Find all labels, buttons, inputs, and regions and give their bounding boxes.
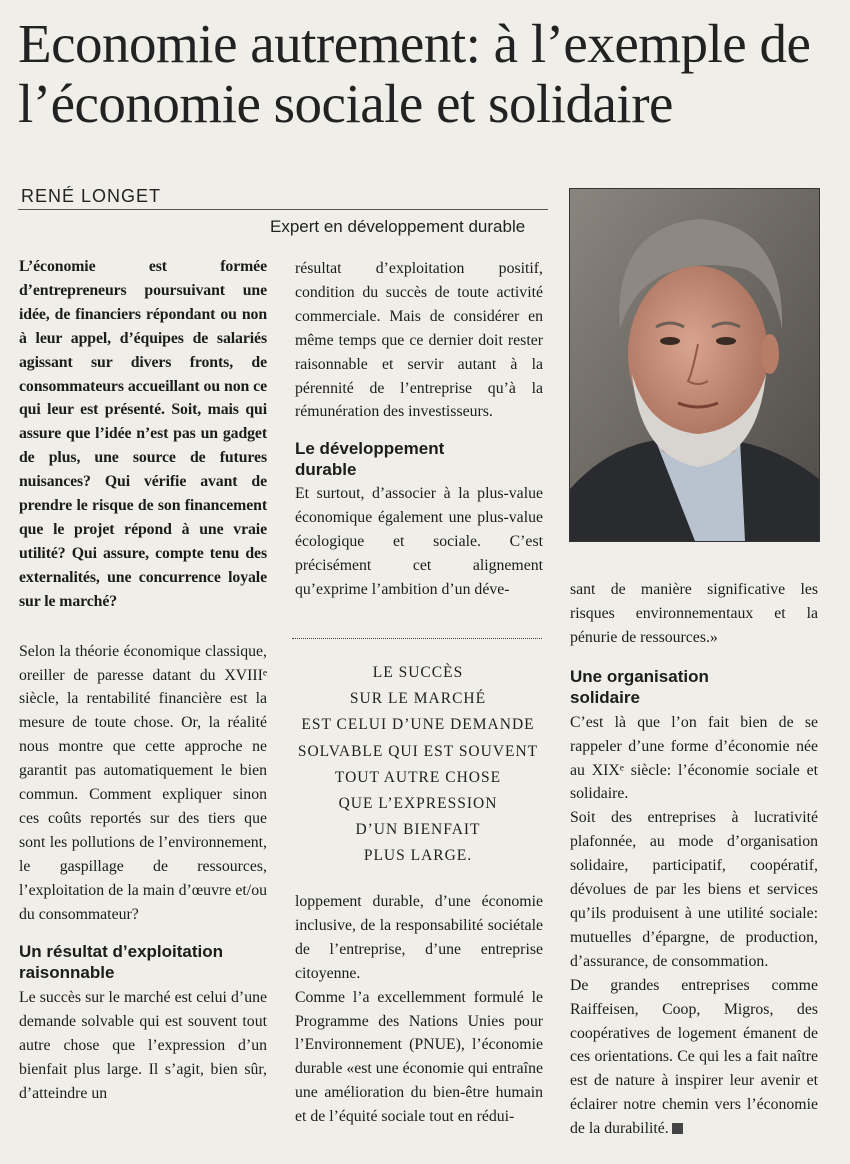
lead-paragraph: L’économie est formée d’entrepreneurs poursuivant une idée, de financiers répondant ou non à leur appel, d’équipes de salariés agissant sur divers fronts, de consommateurs accueillant ou non ce qui leur est présenté. Soit, mais qui assure que l’idée n’est pas un gadget de plus, une source de futures nuisances? Qui vérifie avant de prendre le risque de son financement que le projet répond à une vraie utilité? Qui assure, compte tenu des externalités, une concurrence loyale sur le marché? (19, 258, 267, 610)
pull-quote-line: EST CELUI D’UNE DEMANDE (301, 716, 535, 734)
author-name: RENÉ LONGET (21, 186, 162, 206)
section-heading: Un résultat d’exploitation raisonnable (19, 942, 224, 983)
final-text: De grandes entreprises comme Raiffeisen, Coop, Migros, des coopératives de logement émanent de ces orientations. Ce qui les a fait naître est de nature à inspirer leur avenir et éclairer notre chemin vers l’économie de la durabilité. (570, 976, 818, 1138)
section-heading: Une organisation solidaire (570, 666, 709, 707)
paragraph: loppement durable, d’une économie inclusive, de la responsabilité sociétale de l’entreprise, d’une entreprise citoyenne. (295, 893, 543, 982)
article-title: Economie autrement: à l’exemple de l’économie sociale et solidaire (18, 13, 811, 134)
paragraph: sant de manière significative les risques environnementaux et la pénurie de ressources.» (570, 581, 818, 646)
pull-quote-line: LE SUCCÈS (372, 664, 464, 681)
paragraph (570, 974, 818, 1141)
pull-quote-line: D’UN BIENFAIT (355, 821, 481, 839)
author-role: Expert en développement durable (270, 217, 526, 236)
paragraph: Soit des entreprises à lucrativité plafonnée, au mode d’organisation solidaire, participatif, coopératif, dévolues de par les biens et services qu’ils produisent à une utilité sociale: mutuelles d’épargne, de production, d’assurance, de consommation. (570, 809, 818, 970)
pull-quote-line: PLUS LARGE. (363, 847, 473, 865)
author-rule (18, 209, 548, 210)
column-2-bottom (295, 890, 543, 1129)
section-heading: Le développement durable (295, 439, 445, 480)
paragraph: résultat d’exploitation positif, condition du succès de toute activité commerciale. Mais de considérer en même temps que ce dernier doit rester raisonnable et servir autant à la pérennité de l’entreprise qu’à la rémunération des investisseurs. (295, 260, 543, 421)
pull-quote-line: SUR LE MARCHÉ (349, 690, 487, 708)
paragraph: Comme l’a excellemment formulé le Programme des Nations Unies pour l’Environnement (PNUE), l’économie durable «est une économie qui entraîne une amélioration du bien-être humain et de l’équité sociale tout en rédui- (295, 988, 543, 1126)
pullquote-rule-top (292, 638, 542, 639)
pull-quote-line: QUE L’EXPRESSION (338, 795, 498, 813)
end-mark-icon (672, 1123, 683, 1134)
paragraph: Et surtout, d’associer à la plus-value économique également une plus-value écologique et sociale. C’est précisément cet alignement qu’exprime l’ambition d’un déve- (295, 485, 543, 598)
pull-quote (292, 660, 544, 870)
column-3 (570, 578, 818, 1141)
pull-quote-line: TOUT AUTRE CHOSE (334, 768, 502, 786)
paragraph: Selon la théorie économique classique, oreiller de paresse datant du XVIIIᵉ siècle, la rentabilité financière est la mesure de toute chose. Or, la réalité nous montre que cette approche ne garantit pas automatiquement le bien commun. Comment expliquer sinon ces coûts reportés sur des tiers que sont les pollutions de l’environnement, le gaspillage de ressources, l’exploitation de la main d’œuvre et/ou du consommateur? (19, 642, 267, 923)
pull-quote-line: SOLVABLE QUI EST SOUVENT (297, 742, 539, 760)
column-2-top (295, 257, 543, 602)
paragraph: C’est là que l’on fait bien de se rappeler d’une forme d’économie née au XIXᵉ siècle: l’économie sociale et solidaire. (570, 713, 818, 803)
paragraph: Le succès sur le marché est celui d’une demande solvable qui est souvent tout autre chose que l’expression d’un bienfait plus large. Il s’agit, bien sûr, d’atteindre un (19, 989, 267, 1103)
column-1 (19, 255, 267, 1106)
author-photo (569, 188, 820, 542)
author-portrait-icon (570, 189, 819, 541)
